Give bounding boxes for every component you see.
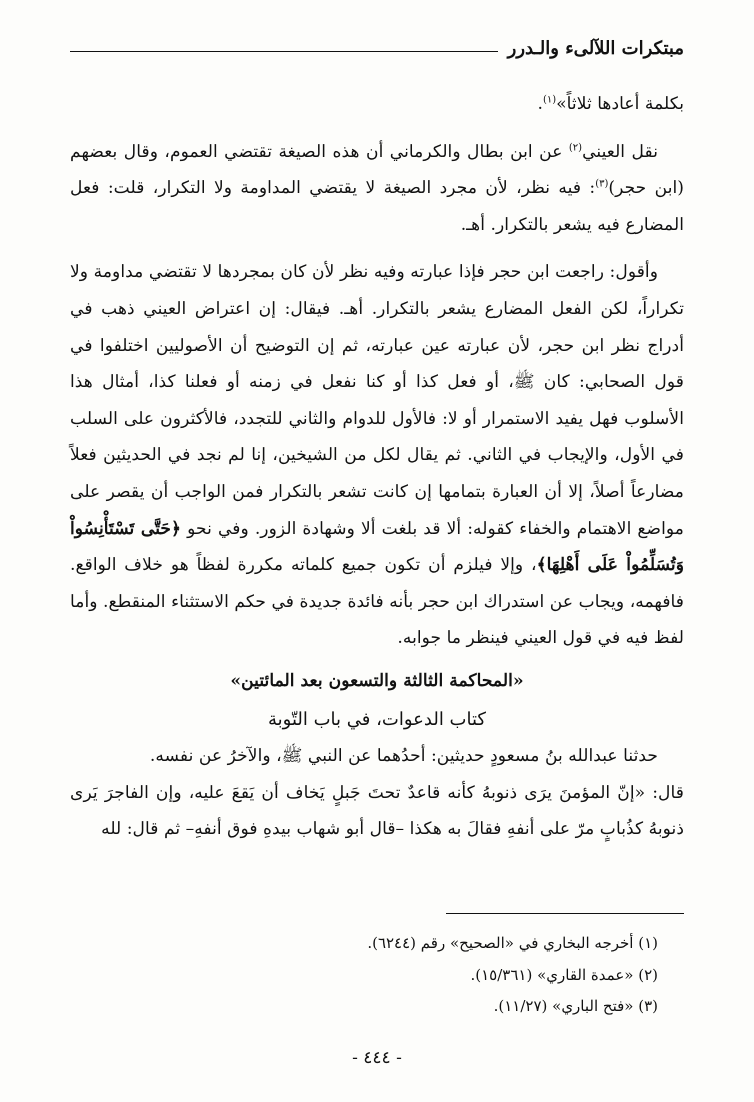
- footnote-ref-3: (٣): [595, 178, 609, 190]
- paragraph-continuation: [70, 86, 684, 123]
- paragraph-text: نقل العيني: [582, 141, 658, 162]
- paragraph-text: عن ابن بطال والكرماني أن هذه الصيغة تقتضي العموم، وقال بعضهم (ابن حجر): [70, 141, 684, 199]
- paragraph-text: وأقول: راجعت ابن حجر فإذا عبارته وفيه نظر لأن كان بمجردها لا تقتضي مداومة ولا تكراراً، لكن الفعل المضارع يشعر بالتكرار. أهـ. فيقال: إن اعتراض العيني ذهب في أدراج نظر ابن حجر، لأن عبارته عين عبارته، ثم إن التوضيح أن الأصوليين اختلفوا في قول الصحابي: كان ﷺ، أو فعل كذا أو كنا نفعل في زمنه أو فعلنا كذا، أمثال هذا الأسلوب فهل يفيد الاستمرار أو لا: فالأول للدوام والثاني للتجدد، فالأكثرون على السلب في الأول، والإيجاب في الثاني. ثم يقال لكل من الشيخين، إنا لم نجد في الحديثين فعلاً مضارعاً أصلاً، إلا أن العبارة بتمامها إن كانت تشعر بالتكرار فمن الواجب أن يقصر على مواضع الاهتمام والخفاء كقوله: ألا قد بلغت ألا وشهادة الزور. وفي نحو: [70, 262, 684, 539]
- paragraph-text: : فيه نظر، لأن مجرد الصيغة لا يقتضي المداومة ولا التكرار، قلت: فعل المضارع فيه يشعر بالتكرار. أهـ.: [70, 178, 684, 235]
- footnote-ref-2: (٢): [568, 141, 583, 153]
- header-title: مبتكرات اللآلىء والـدرر: [507, 37, 684, 59]
- footnote-ref-1: (١): [542, 94, 557, 106]
- footnote-rule: [446, 913, 684, 914]
- quran-verse: ﴿حَتَّى تَسْتَأْنِسُواْ وَتُسَلِّمُواْ عَلَى أَهْلِهَا﴾: [70, 518, 684, 576]
- footnote-1: (١) أخرجه البخاري في «الصحيح» رقم (٦٢٤٤).: [367, 934, 658, 952]
- running-header: [70, 28, 684, 68]
- paragraph-hadith-text: قال: «إنّ المؤمنَ يرَى ذنوبهُ كأنه قاعدٌ تحتَ جَبلٍ يَخاف أن يَقعَ عليه، وإن الفاجرَ يَرى ذنوبهُ كذُبابٍ مرّ على أنفهِ فقالَ به هكذا –قال أبو شهاب بيدهِ فوق أنفهِ– ثم قال: لله: [70, 782, 684, 840]
- section-subheading: كتاب الدعوات، في باب التّوبة: [268, 708, 486, 730]
- footnote-2: (٢) «عمدة القاري» (١٥/٣٦١).: [470, 965, 658, 984]
- header-rule: [70, 51, 498, 52]
- paragraph-text: ، وإلا فيلزم أن تكون جميع كلماته مكررة لفظاً هو خلاف الواقع. فافهمه، ويجاب عن استدراك ابن حجر بأنه فائدة جديدة في حكم الاستثناء المنقطع. وأما لفظ فيه في قول العيني فينظر ما جوابه.: [70, 555, 684, 649]
- paragraph-punct: .: [537, 94, 543, 114]
- page-number: - ٤٤٤ -: [352, 1048, 402, 1068]
- section-heading: «المحاكمة الثالثة والتسعون بعد المائتين»: [230, 670, 524, 691]
- paragraph-aini: [70, 134, 684, 244]
- footnote-3: (٣) «فتح الباري» (١١/٢٧).: [493, 997, 658, 1015]
- paragraph-author-response: [70, 254, 684, 657]
- main-text: [70, 86, 684, 848]
- paragraph-text: بكلمة أعادها ثلاثاً»: [556, 94, 684, 114]
- footnotes: [70, 928, 658, 1023]
- paragraph-hadith-intro: حدثنا عبدالله بنُ مسعودٍ حديثين: أحدُهما عن النبي ﷺ، والآخرُ عن نفسه.: [149, 746, 658, 767]
